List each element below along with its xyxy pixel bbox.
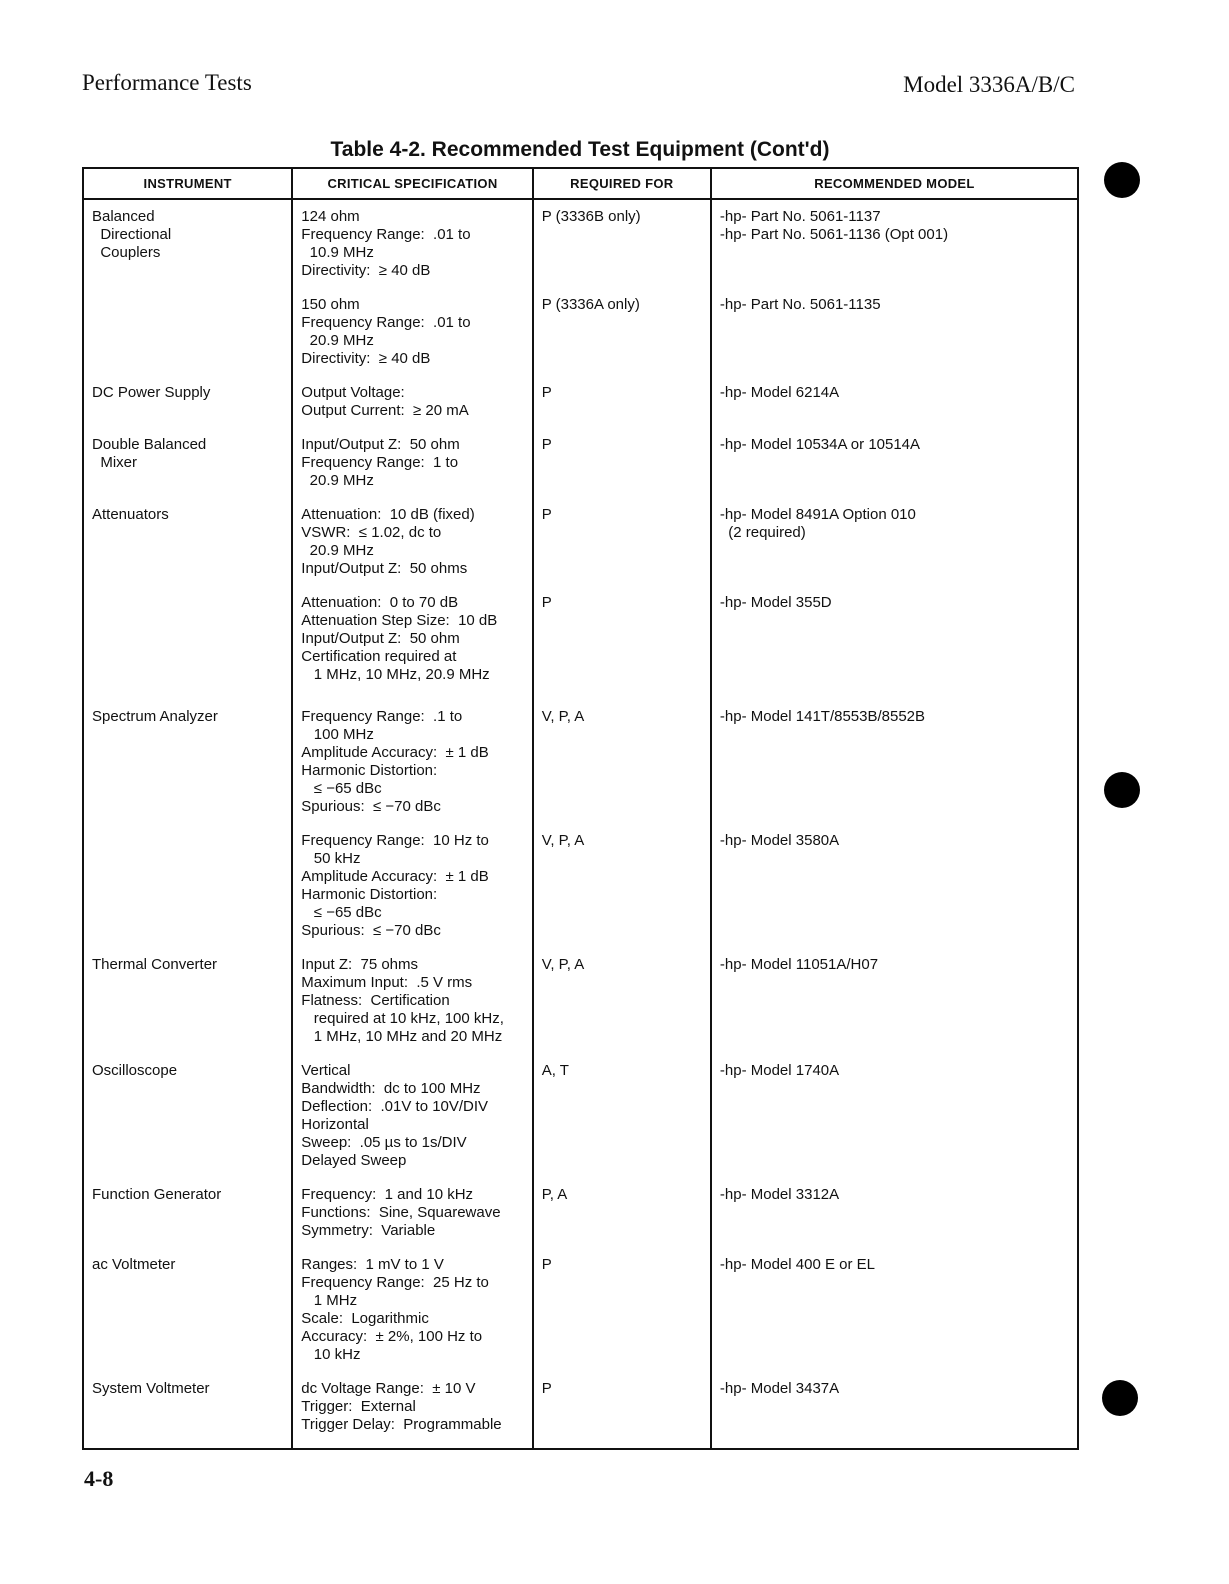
table-row bbox=[83, 940, 1078, 1046]
table-row bbox=[83, 816, 1078, 940]
instrument-cell bbox=[83, 368, 292, 420]
cell-text-line: -hp- Model 10534A or 10514A bbox=[719, 436, 921, 453]
instrument-cell bbox=[83, 490, 292, 578]
cell-text-line: Harmonic Distortion: bbox=[301, 886, 438, 903]
cell-text-line: A, T bbox=[541, 1062, 569, 1079]
specification-cell bbox=[292, 816, 532, 940]
cell-text-line: 150 ohm bbox=[301, 296, 360, 313]
recommended-model-cell bbox=[711, 280, 1078, 368]
cell-text-line: Spurious: ≤ −70 dBc bbox=[301, 922, 441, 939]
cell-text-line: Deflection: .01V to 10V/DIV bbox=[301, 1098, 489, 1115]
cell-text-line: -hp- Model 11051A/H07 bbox=[719, 956, 879, 973]
specification-cell bbox=[292, 1170, 532, 1240]
cell-text-line: Directivity: ≥ 40 dB bbox=[301, 262, 431, 279]
cell-text-line: -hp- Model 3580A bbox=[719, 832, 840, 849]
cell-text-line: 20.9 MHz bbox=[301, 542, 374, 559]
specification-cell bbox=[292, 1240, 532, 1364]
cell-text-line: System Voltmeter bbox=[92, 1380, 210, 1397]
cell-text-line: ≤ −65 dBc bbox=[301, 780, 382, 797]
cell-text-line: P (3336A only) bbox=[541, 296, 640, 313]
table-row bbox=[83, 420, 1078, 490]
cell-text-line: Attenuation: 0 to 70 dB bbox=[301, 594, 459, 611]
instrument-cell bbox=[83, 816, 292, 940]
cell-text-line: Amplitude Accuracy: ± 1 dB bbox=[301, 744, 489, 761]
required-for-cell bbox=[533, 684, 711, 816]
cell-text-line: Harmonic Distortion: bbox=[301, 762, 438, 779]
cell-text-line: Spurious: ≤ −70 dBc bbox=[301, 798, 441, 815]
table-row bbox=[83, 280, 1078, 368]
cell-text-line: V, P, A bbox=[541, 708, 585, 725]
cell-text-line: Double Balanced bbox=[92, 436, 207, 453]
cell-text-line: 10 kHz bbox=[301, 1346, 361, 1363]
instrument-cell bbox=[83, 280, 292, 368]
instrument-cell bbox=[83, 1364, 292, 1449]
specification-cell bbox=[292, 280, 532, 368]
cell-text-line: P bbox=[541, 384, 552, 401]
cell-text-line: -hp- Part No. 5061-1137 bbox=[719, 208, 881, 225]
instrument-cell bbox=[83, 420, 292, 490]
cell-text-line: -hp- Model 141T/8553B/8552B bbox=[719, 708, 926, 725]
cell-text-line: Input/Output Z: 50 ohms bbox=[301, 560, 468, 577]
cell-text-line: Attenuation: 10 dB (fixed) bbox=[301, 506, 475, 523]
punch-hole bbox=[1102, 1380, 1138, 1416]
specification-cell bbox=[292, 199, 532, 280]
cell-text-line: Attenuators bbox=[92, 506, 169, 523]
recommended-model-cell bbox=[711, 684, 1078, 816]
required-for-cell bbox=[533, 1046, 711, 1170]
column-header-recommended-model: RECOMMENDED MODEL bbox=[711, 168, 1078, 199]
cell-text-line: Frequency Range: .01 to bbox=[301, 226, 471, 243]
cell-text-line: Frequency Range: 25 Hz to bbox=[301, 1274, 489, 1291]
cell-text-line: Input Z: 75 ohms bbox=[301, 956, 419, 973]
required-for-cell bbox=[533, 578, 711, 684]
cell-text-line: Bandwidth: dc to 100 MHz bbox=[301, 1080, 481, 1097]
table-row bbox=[83, 1046, 1078, 1170]
cell-text-line: Scale: Logarithmic bbox=[301, 1310, 429, 1327]
specification-cell bbox=[292, 1364, 532, 1449]
cell-text-line: 20.9 MHz bbox=[301, 332, 374, 349]
cell-text-line: Flatness: Certification bbox=[301, 992, 450, 1009]
cell-text-line: -hp- Model 6214A bbox=[719, 384, 840, 401]
instrument-cell bbox=[83, 199, 292, 280]
cell-text-line: Frequency Range: 1 to bbox=[301, 454, 459, 471]
cell-text-line: 1 MHz, 10 MHz and 20 MHz bbox=[301, 1028, 503, 1045]
column-header-critical-specification: CRITICAL SPECIFICATION bbox=[292, 168, 532, 199]
recommended-model-cell bbox=[711, 420, 1078, 490]
specification-cell bbox=[292, 684, 532, 816]
required-for-cell bbox=[533, 1170, 711, 1240]
specification-cell bbox=[292, 578, 532, 684]
running-header-left: Performance Tests bbox=[82, 70, 252, 95]
cell-text-line: Output Current: ≥ 20 mA bbox=[301, 402, 469, 419]
table-row bbox=[83, 578, 1078, 684]
table-row bbox=[83, 1240, 1078, 1364]
recommended-model-cell bbox=[711, 490, 1078, 578]
cell-text-line: -hp- Part No. 5061-1135 bbox=[719, 296, 881, 313]
recommended-model-cell bbox=[711, 816, 1078, 940]
table-header-row bbox=[83, 168, 1078, 199]
cell-text-line: -hp- Model 355D bbox=[719, 594, 832, 611]
instrument-cell bbox=[83, 578, 292, 684]
table-row bbox=[83, 1364, 1078, 1449]
cell-text-line: -hp- Model 3312A bbox=[719, 1186, 840, 1203]
cell-text-line: P bbox=[541, 506, 552, 523]
cell-text-line: Function Generator bbox=[92, 1186, 222, 1203]
table-row bbox=[83, 490, 1078, 578]
table-body bbox=[83, 199, 1078, 1449]
recommended-model-cell bbox=[711, 1240, 1078, 1364]
required-for-cell bbox=[533, 199, 711, 280]
recommended-model-cell bbox=[711, 578, 1078, 684]
cell-text-line: (2 required) bbox=[719, 524, 806, 541]
recommended-model-cell bbox=[711, 368, 1078, 420]
cell-text-line: Sweep: .05 µs to 1s/DIV bbox=[301, 1134, 467, 1151]
cell-text-line: Delayed Sweep bbox=[301, 1152, 407, 1169]
cell-text-line: 20.9 MHz bbox=[301, 472, 374, 489]
cell-text-line: Thermal Converter bbox=[92, 956, 218, 973]
specification-cell bbox=[292, 490, 532, 578]
required-for-cell bbox=[533, 490, 711, 578]
cell-text-line: P (3336B only) bbox=[541, 208, 641, 225]
cell-text-line: Ranges: 1 mV to 1 V bbox=[301, 1256, 444, 1273]
instrument-cell bbox=[83, 1170, 292, 1240]
recommended-model-cell bbox=[711, 199, 1078, 280]
cell-text-line: Functions: Sine, Squarewave bbox=[301, 1204, 501, 1221]
cell-text-line: Directional bbox=[92, 226, 172, 243]
cell-text-line: -hp- Model 8491A Option 010 bbox=[719, 506, 916, 523]
required-for-cell bbox=[533, 368, 711, 420]
column-header-required-for: REQUIRED FOR bbox=[533, 168, 711, 199]
cell-text-line: -hp- Model 3437A bbox=[719, 1380, 840, 1397]
cell-text-line: Horizontal bbox=[301, 1116, 369, 1133]
cell-text-line: Frequency Range: 10 Hz to bbox=[301, 832, 489, 849]
punch-hole bbox=[1104, 772, 1140, 808]
specification-cell bbox=[292, 1046, 532, 1170]
instrument-cell bbox=[83, 940, 292, 1046]
cell-text-line: Amplitude Accuracy: ± 1 dB bbox=[301, 868, 489, 885]
cell-text-line: -hp- Model 1740A bbox=[719, 1062, 840, 1079]
cell-text-line: V, P, A bbox=[541, 832, 585, 849]
table-row bbox=[83, 368, 1078, 420]
cell-text-line: Output Voltage: bbox=[301, 384, 405, 401]
specification-cell bbox=[292, 940, 532, 1046]
cell-text-line: Oscilloscope bbox=[92, 1062, 178, 1079]
cell-text-line: P bbox=[541, 1256, 552, 1273]
required-for-cell bbox=[533, 1240, 711, 1364]
cell-text-line: ac Voltmeter bbox=[92, 1256, 176, 1273]
instrument-cell bbox=[83, 684, 292, 816]
cell-text-line: Input/Output Z: 50 ohm bbox=[301, 436, 460, 453]
cell-text-line: -hp- Model 400 E or EL bbox=[719, 1256, 875, 1273]
cell-text-line: 100 MHz bbox=[301, 726, 374, 743]
specification-cell bbox=[292, 368, 532, 420]
cell-text-line: P bbox=[541, 436, 552, 453]
cell-text-line: Trigger Delay: Programmable bbox=[301, 1416, 502, 1433]
specification-cell bbox=[292, 420, 532, 490]
cell-text-line: P, A bbox=[541, 1186, 568, 1203]
recommended-equipment-table bbox=[82, 167, 1079, 1450]
page-number: 4-8 bbox=[84, 1466, 114, 1491]
cell-text-line: 50 kHz bbox=[301, 850, 361, 867]
cell-text-line: Directivity: ≥ 40 dB bbox=[301, 350, 431, 367]
recommended-model-cell bbox=[711, 940, 1078, 1046]
cell-text-line: V, P, A bbox=[541, 956, 585, 973]
cell-text-line: DC Power Supply bbox=[92, 384, 211, 401]
cell-text-line: dc Voltage Range: ± 10 V bbox=[301, 1380, 476, 1397]
recommended-model-cell bbox=[711, 1170, 1078, 1240]
cell-text-line: VSWR: ≤ 1.02, dc to bbox=[301, 524, 442, 541]
column-header-instrument: INSTRUMENT bbox=[83, 168, 292, 199]
cell-text-line: Frequency Range: .1 to bbox=[301, 708, 463, 725]
cell-text-line: Couplers bbox=[92, 244, 161, 261]
table-title: Table 4-2. Recommended Test Equipment (Cont'd) bbox=[330, 138, 830, 161]
cell-text-line: -hp- Part No. 5061-1136 (Opt 001) bbox=[719, 226, 949, 243]
cell-text-line: Spectrum Analyzer bbox=[92, 708, 218, 725]
cell-text-line: Frequency: 1 and 10 kHz bbox=[301, 1186, 474, 1203]
cell-text-line: ≤ −65 dBc bbox=[301, 904, 382, 921]
required-for-cell bbox=[533, 816, 711, 940]
cell-text-line: Balanced bbox=[92, 208, 155, 225]
instrument-cell bbox=[83, 1240, 292, 1364]
recommended-model-cell bbox=[711, 1046, 1078, 1170]
cell-text-line: 1 MHz bbox=[301, 1292, 358, 1309]
cell-text-line: 10.9 MHz bbox=[301, 244, 374, 261]
recommended-model-cell bbox=[711, 1364, 1078, 1449]
cell-text-line: Attenuation Step Size: 10 dB bbox=[301, 612, 498, 629]
cell-text-line: Certification required at bbox=[301, 648, 457, 665]
cell-text-line: Vertical bbox=[301, 1062, 351, 1079]
cell-text-line: required at 10 kHz, 100 kHz, bbox=[301, 1010, 504, 1027]
cell-text-line: Trigger: External bbox=[301, 1398, 416, 1415]
punch-hole bbox=[1104, 162, 1140, 198]
required-for-cell bbox=[533, 420, 711, 490]
required-for-cell bbox=[533, 940, 711, 1046]
table-row bbox=[83, 684, 1078, 816]
cell-text-line: Maximum Input: .5 V rms bbox=[301, 974, 473, 991]
table-row bbox=[83, 1170, 1078, 1240]
cell-text-line: Frequency Range: .01 to bbox=[301, 314, 471, 331]
running-header-right: Model 3336A/B/C bbox=[903, 72, 1075, 97]
cell-text-line: Accuracy: ± 2%, 100 Hz to bbox=[301, 1328, 483, 1345]
required-for-cell bbox=[533, 280, 711, 368]
instrument-cell bbox=[83, 1046, 292, 1170]
cell-text-line: P bbox=[541, 1380, 552, 1397]
cell-text-line: 1 MHz, 10 MHz, 20.9 MHz bbox=[301, 666, 490, 683]
cell-text-line: Mixer bbox=[92, 454, 137, 471]
table-row bbox=[83, 199, 1078, 280]
cell-text-line: 124 ohm bbox=[301, 208, 360, 225]
cell-text-line: Symmetry: Variable bbox=[301, 1222, 436, 1239]
cell-text-line: Input/Output Z: 50 ohm bbox=[301, 630, 460, 647]
required-for-cell bbox=[533, 1364, 711, 1449]
cell-text-line: P bbox=[541, 594, 552, 611]
